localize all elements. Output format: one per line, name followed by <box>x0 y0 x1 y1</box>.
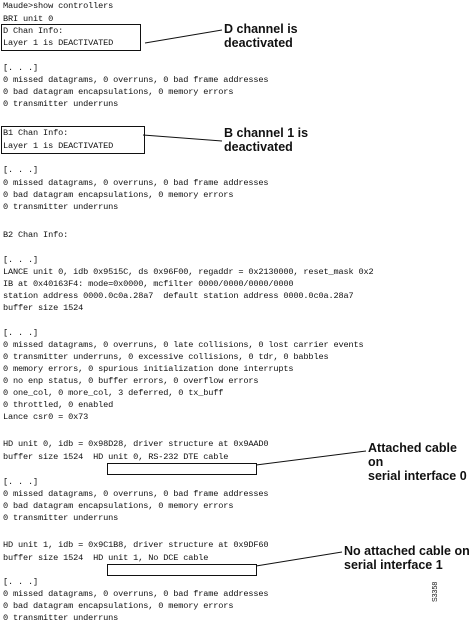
terminal-line: 0 bad datagram encapsulations, 0 memory errors <box>3 501 234 511</box>
terminal-output <box>3 1 473 633</box>
callout-line-2: serial interface 1 <box>344 558 443 572</box>
terminal-line: Layer 1 is DEACTIVATED <box>3 38 114 48</box>
terminal-line: HD unit 0, idb = 0x98D28, driver structure at 0x9AAD0 <box>3 439 269 449</box>
terminal-line: 0 bad datagram encapsulations, 0 memory errors <box>3 87 234 97</box>
terminal-line: 0 transmitter underruns <box>3 613 119 623</box>
terminal-line: 0 bad datagram encapsulations, 0 memory errors <box>3 190 234 200</box>
terminal-line: 0 transmitter underruns, 0 excessive collisions, 0 tdr, 0 babbles <box>3 352 329 362</box>
terminal-line: 0 memory errors, 0 spurious initialization done interrupts <box>3 364 294 374</box>
terminal-line: Maude>show controllers <box>3 1 114 11</box>
terminal-line: [. . .] <box>3 328 39 338</box>
callout-line-1: No attached cable on <box>344 544 470 558</box>
terminal-line: 0 missed datagrams, 0 overruns, 0 bad frame addresses <box>3 589 269 599</box>
serial0-cable-highlight-box <box>107 463 257 475</box>
serial1-cable-highlight-box <box>107 564 257 576</box>
terminal-line: Layer 1 is DEACTIVATED <box>3 141 114 151</box>
terminal-line: 0 transmitter underruns <box>3 513 119 523</box>
terminal-line: HD unit 1, idb = 0x9C1B8, driver structure at 0x9DF60 <box>3 540 269 550</box>
callout-line-2: serial interface 0 <box>368 469 467 483</box>
terminal-line: [. . .] <box>3 165 39 175</box>
terminal-line: B1 Chan Info: <box>3 128 69 138</box>
terminal-line: [. . .] <box>3 63 39 73</box>
terminal-line: 0 bad datagram encapsulations, 0 memory errors <box>3 601 234 611</box>
terminal-line: 0 transmitter underruns <box>3 202 119 212</box>
terminal-line: [. . .] <box>3 577 39 587</box>
terminal-line: 0 missed datagrams, 0 overruns, 0 late collisions, 0 lost carrier events <box>3 340 364 350</box>
terminal-line: D Chan Info: <box>3 26 64 36</box>
terminal-line: IB at 0x40163F4: mode=0x0000, mcfilter 0000/0000/0000/0000 <box>3 279 294 289</box>
serial1-callout <box>344 544 470 572</box>
callout-line-1: B channel 1 is <box>224 126 309 140</box>
terminal-line: BRI unit 0 <box>3 14 54 24</box>
terminal-line: 0 transmitter underruns <box>3 99 119 109</box>
callout-line-2: deactivated <box>224 140 293 154</box>
terminal-line: 0 no enp status, 0 buffer errors, 0 overflow errors <box>3 376 259 386</box>
terminal-line: buffer size 1524 HD unit 0, RS-232 DTE cable <box>3 452 229 462</box>
terminal-line: 0 throttled, 0 enabled <box>3 400 114 410</box>
serial0-callout <box>368 441 474 483</box>
d-channel-highlight-box <box>1 24 141 51</box>
callout-line-1: D channel is <box>224 22 298 36</box>
terminal-line: station address 0000.0c0a.28a7 default station address 0000.0c0a.28a7 <box>3 291 354 301</box>
callout-line-2: deactivated <box>224 36 293 50</box>
terminal-line: LANCE unit 0, idb 0x9515C, ds 0x96F00, regaddr = 0x2130000, reset_mask 0x2 <box>3 267 374 277</box>
terminal-line: Lance csr0 = 0x73 <box>3 412 89 422</box>
terminal-line: buffer size 1524 <box>3 303 84 313</box>
terminal-line: [. . .] <box>3 255 39 265</box>
terminal-line: [. . .] <box>3 477 39 487</box>
terminal-line: buffer size 1524 HD unit 1, No DCE cable <box>3 553 209 563</box>
callout-line-1: Attached cable on <box>368 441 457 469</box>
d-channel-callout <box>224 22 298 50</box>
terminal-line: 0 missed datagrams, 0 overruns, 0 bad frame addresses <box>3 75 269 85</box>
b-channel-callout <box>224 126 308 154</box>
terminal-line: 0 missed datagrams, 0 overruns, 0 bad frame addresses <box>3 489 269 499</box>
terminal-line: 0 missed datagrams, 0 overruns, 0 bad frame addresses <box>3 178 269 188</box>
terminal-line: 0 one_col, 0 more_col, 3 deferred, 0 tx_buff <box>3 388 224 398</box>
b1-channel-highlight-box <box>1 126 145 154</box>
figure-id: S3358 <box>432 581 439 602</box>
terminal-line: B2 Chan Info: <box>3 230 69 240</box>
